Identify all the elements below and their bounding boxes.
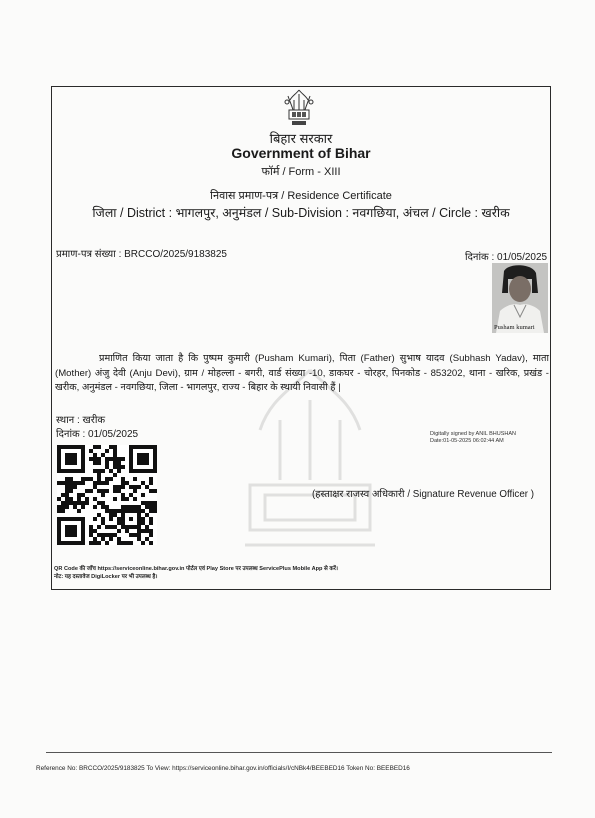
issue-date: दिनांक : 01/05/2025 (56, 429, 139, 440)
digital-signature (430, 431, 550, 445)
form-label: फॉर्म / Form - XIII (261, 166, 341, 178)
bihar-govt-emblem-icon (280, 88, 318, 128)
digital-signature-date: Date:01-05-2025 06:02:44 AM (430, 438, 504, 444)
photo-caption: Pusham kumari (494, 324, 535, 331)
digilocker-note-line: नोट: यह दस्तावेज DigiLocker पर भी उपलब्ध है। (54, 573, 158, 580)
qr-note-line: QR Code की जाँच https://serviceonline.bihar.gov.in पोर्टल एवं Play Store पर उपलब्ध ServicePlus Mobile App से करें। (54, 566, 339, 572)
person-photo-icon (492, 263, 548, 333)
govt-name-english: Government of Bihar (231, 145, 371, 161)
issue-place: स्थान : खरीक (56, 415, 106, 426)
digital-signature-signer: Digitally signed by ANIL BHUSHAN (430, 431, 516, 437)
footer-divider (46, 752, 552, 753)
footer-reference: Reference No: BRCCO/2025/9183825 To View: https://serviceonline.bihar.gov.in/officials/I/cNBk4/BEEBED16 Token No: BEEBED16 (36, 765, 410, 772)
signature-title: (हस्ताक्षर राजस्व अधिकारी / Signature Revenue Officer ) (312, 489, 535, 500)
qr-verification-note (54, 566, 338, 581)
govt-name-hindi: बिहार सरकार (269, 131, 333, 146)
certificate-date: दिनांक : 01/05/2025 (465, 252, 548, 263)
applicant-photo (492, 263, 548, 333)
certificate-statement (55, 352, 549, 396)
statement-text: प्रमाणित किया जाता है कि पुष्पम कुमारी (Pusham Kumari), पिता (Father) सुभाष यादव (Subhash Yadav), माता (Mother) अंजु देवी (Anju Devi), ग्राम / मोहल्ला - बगरी, वार्ड संख्या -10, डाकघर - चोरहर, पिनकोड - 853202, थाना - खरिक, प्रखंड - खरीक, अनुमंडल - नवगछिया, जिला - भागलपुर, राज्य - बिहार के स्थायी निवासी हैं | (55, 353, 549, 394)
certificate-type: निवास प्रमाण-पत्र / Residence Certificate (210, 190, 392, 202)
location-line: जिला / District : भागलपुर, अनुमंडल / Sub-Division : नवगछिया, अंचल / Circle : खरीक (92, 206, 510, 220)
qr-code-icon (57, 445, 157, 545)
certificate-number: प्रमाण-पत्र संख्या : BRCCO/2025/9183825 (56, 249, 227, 260)
